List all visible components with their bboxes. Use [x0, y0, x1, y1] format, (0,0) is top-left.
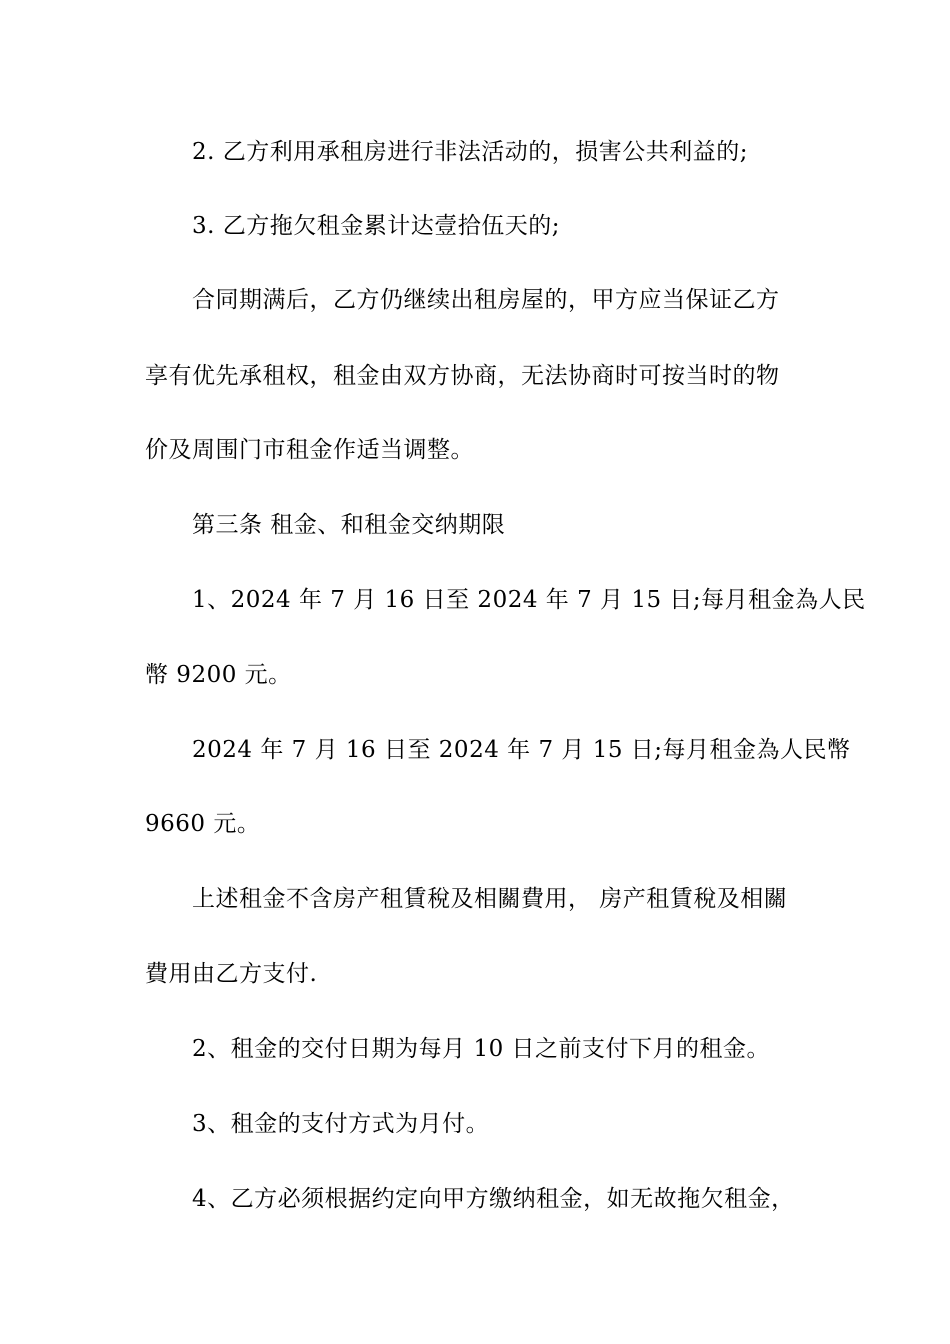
clause-item-3: 3. 乙方拖欠租金累计达壹拾伍天的; [192, 213, 561, 239]
section-heading-article-3: 第三条 租金、和租金交纳期限 [192, 512, 506, 538]
rent-period-2-line-2: 9660 元。 [145, 811, 261, 837]
payment-method-item: 3、租金的支付方式为月付。 [192, 1111, 490, 1137]
payment-date-item: 2、租金的交付日期为每月 10 日之前支付下月的租金。 [192, 1036, 771, 1062]
rent-period-2-line-1: 2024 年 7 月 16 日至 2024 年 7 月 15 日;每月租金為人民幣 [192, 737, 851, 763]
paragraph-renewal-line-3: 价及周围门市租金作适当调整。 [145, 437, 474, 463]
rent-period-1-line-1: 1、2024 年 7 月 16 日至 2024 年 7 月 15 日;每月租金為人民 [192, 587, 866, 613]
payment-obligation-item: 4、乙方必须根据约定向甲方缴纳租金，如无故拖欠租金， [192, 1186, 795, 1212]
rent-period-1-line-2: 幣 9200 元。 [145, 662, 292, 688]
paragraph-renewal-line-1: 合同期满后，乙方仍继续出租房屋的，甲方应当保证乙方 [192, 287, 780, 313]
paragraph-renewal-line-2: 享有优先承租权，租金由双方协商，无法协商时可按当时的物 [145, 363, 780, 389]
tax-note-line-1: 上述租金不含房产租賃稅及相關費用， 房产租賃稅及相關 [192, 886, 788, 912]
clause-item-2: 2. 乙方利用承租房进行非法活动的，损害公共利益的; [192, 139, 749, 165]
tax-note-line-2: 費用由乙方支付. [145, 961, 318, 987]
